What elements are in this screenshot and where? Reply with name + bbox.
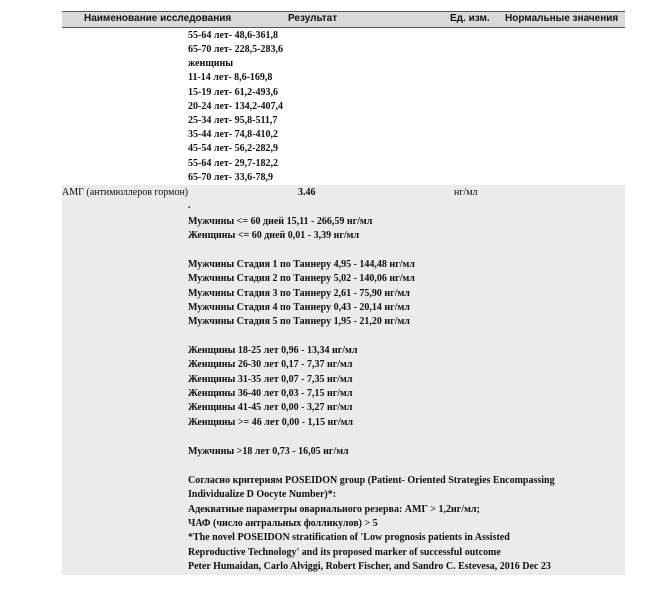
norm-line: Женщины 36-40 лет 0,03 - 7,15 нг/мл	[188, 388, 353, 399]
norm-line: Женщины 31-35 лет 0,07 - 7,35 нг/мл	[188, 374, 353, 385]
norm-line: Женщины 41-45 лет 0,00 - 3,27 нг/мл	[188, 402, 353, 413]
poseidon-line: Peter Humaidan, Carlo Alviggi, Robert Fischer, and Sandro C. Estevesa, 2016 Dec 23	[188, 561, 551, 572]
norm-line: Женщины 18-25 лет 0,96 - 13,34 нг/мл	[188, 345, 358, 356]
amh-unit: нг/мл	[454, 187, 478, 198]
col-normal-header: Нормальные значения	[505, 13, 619, 24]
poseidon-line: Reproductive Technology' and its proposed marker of successful outcome	[188, 547, 501, 558]
table-header	[62, 11, 625, 28]
norm-line: Женщины 26-30 лет 0,17 - 7,37 нг/мл	[188, 359, 353, 370]
range-line: 55-64 лет- 48,6-361,8	[188, 30, 278, 41]
poseidon-line: ЧАФ (число антральных фолликулов) > 5	[188, 518, 378, 529]
norm-line: Женщины <= 60 дней 0,01 - 3,39 нг/мл	[188, 230, 360, 241]
norm-line: Мужчины >18 лет 0,73 - 16,05 нг/мл	[188, 446, 349, 457]
poseidon-line: Согласно критериям POSEIDON group (Patient- Oriented Strategies Encompassing	[188, 475, 555, 486]
range-line: 15-19 лет- 61,2-493,6	[188, 87, 278, 98]
range-line: 11-14 лет- 8,6-169,8	[188, 72, 273, 83]
col-result-header: Результат	[288, 13, 338, 24]
amh-dot: .	[188, 200, 191, 211]
norm-line: Мужчины Стадия 5 по Таннеру 1,95 - 21,20 нг/мл	[188, 316, 410, 327]
range-line: женщины	[188, 58, 234, 69]
norm-line: Мужчины <= 60 дней 15,11 - 266,59 нг/мл	[188, 216, 373, 227]
range-line: 20-24 лет- 134,2-407,4	[188, 101, 283, 112]
range-line: 65-70 лет- 228,5-283,6	[188, 44, 283, 55]
poseidon-line: Individualize D Oocyte Number)*:	[188, 489, 337, 500]
range-line: 45-54 лет- 56,2-282,9	[188, 143, 278, 154]
poseidon-line: Адекватные параметры овариального резерва: АМГ > 1,2нг/мл;	[188, 504, 480, 515]
norm-line: Женщины >= 46 лет 0,00 - 1,15 нг/мл	[188, 417, 354, 428]
range-line: 35-44 лет- 74,8-410,2	[188, 129, 278, 140]
col-unit-header: Ед. изм.	[450, 13, 490, 24]
norm-line: Мужчины Стадия 1 по Таннеру 4,95 - 144,48 нг/мл	[188, 259, 415, 270]
range-line: 55-64 лет- 29,7-182,2	[188, 158, 278, 169]
range-line: 25-34 лет- 95,8-511,7	[188, 115, 278, 126]
range-line: 65-70 лет- 33,6-78,9	[188, 172, 273, 183]
norm-line: Мужчины Стадия 3 по Таннеру 2,61 - 75,90 нг/мл	[188, 288, 410, 299]
norm-line: Мужчины Стадия 2 по Таннеру 5,02 - 140,06 нг/мл	[188, 273, 415, 284]
col-name-header: Наименование исследования	[84, 13, 232, 24]
amh-test-name: АМГ (антимюллеров гормон)	[62, 187, 189, 198]
amh-result-value: 3.46	[298, 187, 316, 198]
norm-line: Мужчины Стадия 4 по Таннеру 0,43 - 20,14 нг/мл	[188, 302, 410, 313]
poseidon-line: *The novel POSEIDON stratification of 'Low prognosis patients in Assisted	[188, 532, 510, 543]
